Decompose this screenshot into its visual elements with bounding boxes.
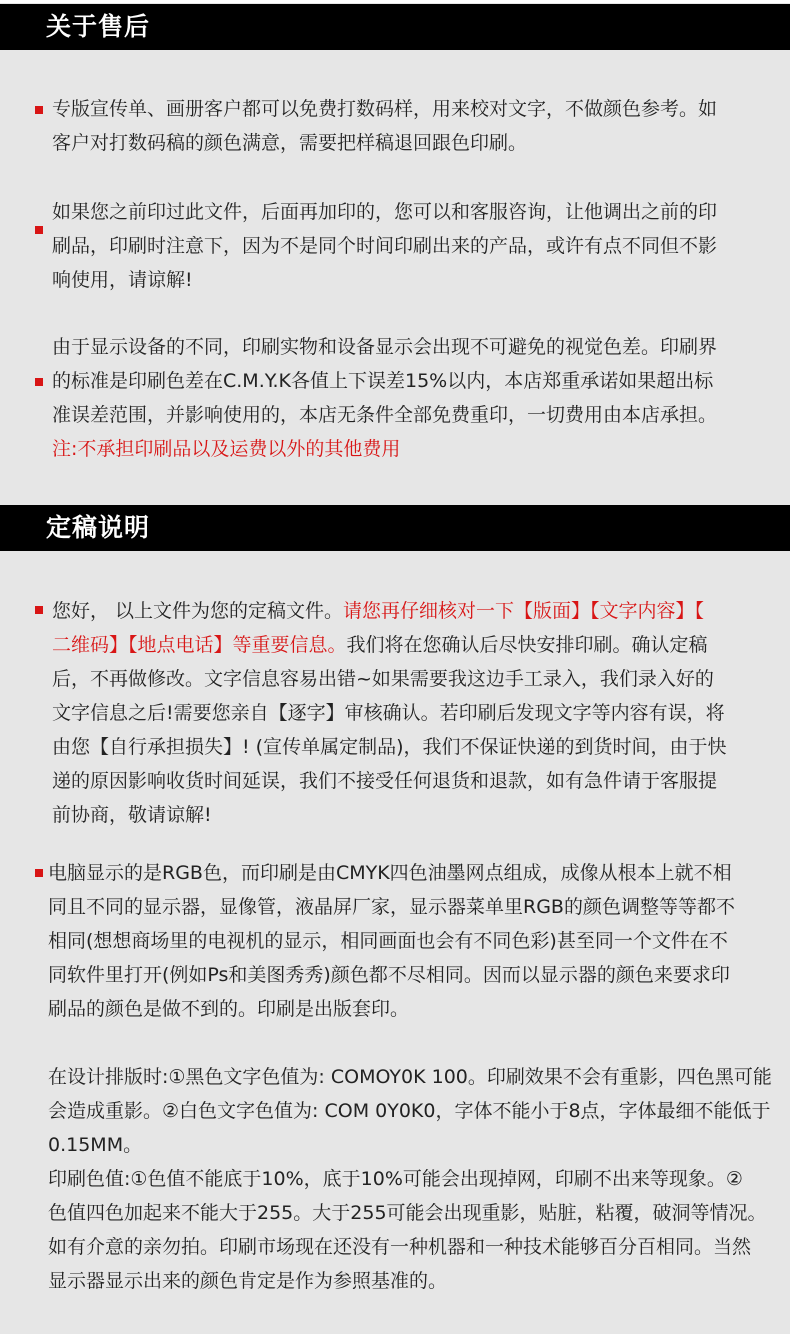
disclaimer-note: 注:不承担印刷品以及运费以外的其他费用 xyxy=(52,438,401,460)
greeting-text: 您好， 以上文件为您的定稿文件。 xyxy=(52,600,344,622)
text-line: 在设计排版时:①黑色文字色值为: COMOY0K 100。印刷效果不会有重影，四色黑可能 xyxy=(48,1066,772,1088)
text-line: 同软件里打开(例如Ps和美图秀秀)颜色都不尽相同。因而以显示器的颜色来要求印 xyxy=(48,964,730,986)
text-line: 显示器显示出来的颜色肯定是作为参照基准的。 xyxy=(48,1270,448,1292)
text-line: 0.15MM。 xyxy=(48,1134,143,1156)
highlight-text: 二维码】【地点电话】等重要信息。 xyxy=(52,634,347,656)
text-line: 递的原因影响收货时间延误，我们不接受任何退货和退款，如有急件请于客服提 xyxy=(52,770,718,792)
text-line: 相同(想想商场里的电视机的显示，相同画面也会有不同色彩)甚至同一个文件在不 xyxy=(48,930,728,952)
bullet-marker xyxy=(35,869,43,877)
bullet-marker xyxy=(35,226,43,234)
text-line: 后，不再做修改。文字信息容易出错~如果需要我这边手工录入，我们录入好的 xyxy=(52,668,714,690)
text-line: 由您【自行承担损失】! (宣传单属定制品)，我们不保证快递的到货时间，由于快 xyxy=(52,736,727,758)
bullet-marker xyxy=(35,378,43,386)
text-line: 刷品，印刷时注意下，因为不是同个时间印刷出来的产品，或许有点不同但不影 xyxy=(52,235,718,257)
section-header-after-sales: 关于售后 xyxy=(0,4,790,50)
highlight-text: 请您再仔细核对一下【版面】【文字内容】【 xyxy=(343,600,705,622)
body-text: 我们将在您确认后尽快安排印刷。确认定稿 xyxy=(346,634,708,656)
text-line: 前协商，敬请谅解! xyxy=(52,804,212,826)
final-draft-paragraph-2 xyxy=(48,856,735,1026)
text-line: 电脑显示的是RGB色，而印刷是由CMYK四色油墨网点组成，成像从根本上就不相 xyxy=(48,862,732,884)
text-line: 的标准是印刷色差在C.M.Y.K各值上下误差15%以内，本店郑重承诺如果超出标 xyxy=(52,370,714,392)
after-sales-paragraph-1 xyxy=(52,92,717,160)
text-line: 由于显示设备的不同，印刷实物和设备显示会出现不可避免的视觉色差。印刷界 xyxy=(52,336,718,358)
text-line: 专版宣传单、画册客户都可以免费打数码样，用来校对文字，不做颜色参考。如 xyxy=(52,98,718,120)
text-line xyxy=(52,594,726,628)
final-draft-paragraph-1 xyxy=(52,594,726,832)
final-draft-paragraph-3 xyxy=(48,1060,772,1298)
bullet-marker xyxy=(35,106,43,114)
text-line: 印刷色值:①色值不能底于10%，底于10%可能会出现掉网，印刷不出来等现象。② xyxy=(48,1168,743,1190)
text-line: 色值四色加起来不能大于255。大于255可能会出现重影，贴脏，粘覆，破洞等情况。 xyxy=(48,1202,767,1224)
text-line: 响使用，请谅解! xyxy=(52,269,193,291)
text-line: 刷品的颜色是做不到的。印刷是出版套印。 xyxy=(48,998,410,1020)
top-divider xyxy=(0,0,790,3)
text-line: 如果您之前印过此文件，后面再加印的，您可以和客服咨询，让他调出之前的印 xyxy=(52,201,718,223)
text-line: 会造成重影。②白色文字色值为: COM 0Y0K0，字体不能小于8点，字体最细不能低于 xyxy=(48,1100,771,1122)
bullet-marker xyxy=(35,606,43,614)
section-header-final-draft: 定稿说明 xyxy=(0,505,790,551)
text-line: 如有介意的亲勿拍。印刷市场现在还没有一种机器和一种技术能够百分百相同。当然 xyxy=(48,1236,752,1258)
after-sales-paragraph-3 xyxy=(52,330,717,466)
text-line: 同且不同的显示器，显像管，液晶屏厂家，显示器菜单里RGB的颜色调整等等都不 xyxy=(48,896,735,918)
text-line xyxy=(52,628,726,662)
text-line: 准误差范围，并影响使用的，本店无条件全部免费重印，一切费用由本店承担。 xyxy=(52,404,718,426)
text-line: 文字信息之后!需要您亲自【逐字】审核确认。若印刷后发现文字等内容有误，将 xyxy=(52,702,725,724)
text-line: 客户对打数码稿的颜色满意，需要把样稿退回跟色印刷。 xyxy=(52,132,528,154)
after-sales-paragraph-2 xyxy=(52,195,717,297)
